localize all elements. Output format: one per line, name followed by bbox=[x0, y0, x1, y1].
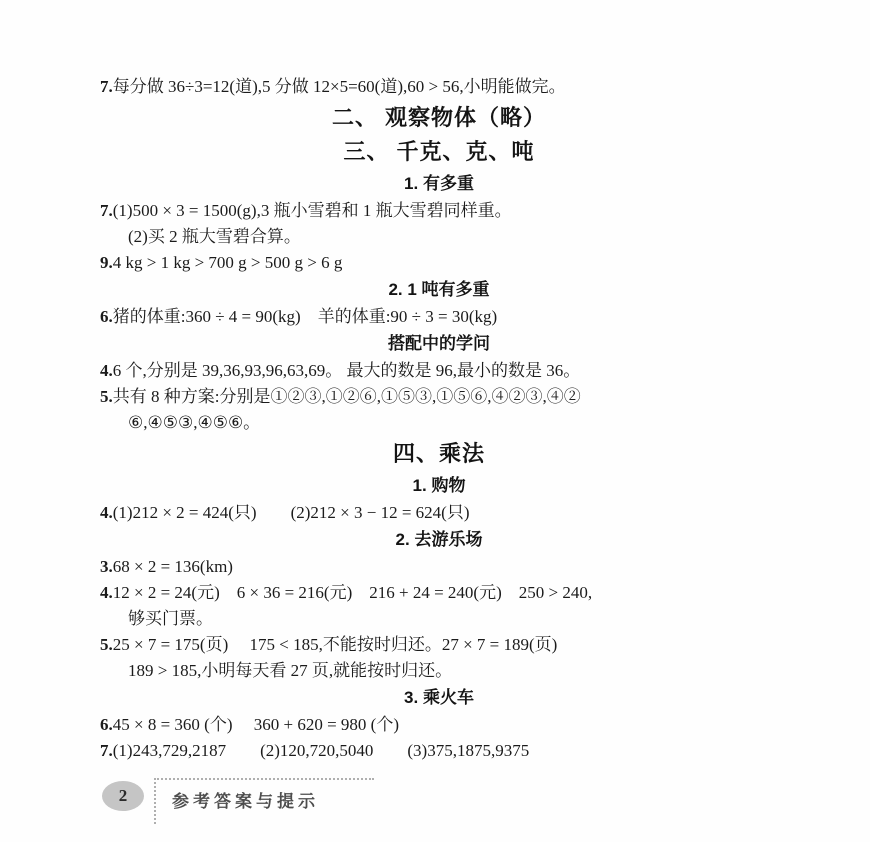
subsection-heading-text: 1. 有多重 bbox=[404, 174, 474, 193]
answer-line bbox=[100, 358, 778, 384]
subsection-heading-text: 搭配中的学问 bbox=[388, 334, 490, 353]
answer-line bbox=[100, 250, 778, 276]
answer-line bbox=[100, 554, 778, 580]
question-number: 7. bbox=[100, 77, 113, 96]
section-heading-text: 三、 千克、克、吨 bbox=[343, 139, 535, 164]
answer-text: 45 × 8 = 360 (个) 360 + 620 = 980 (个) bbox=[112, 715, 399, 734]
subsection-heading bbox=[100, 472, 778, 500]
answer-line bbox=[100, 500, 778, 526]
answer-text: (2)买 2 瓶大雪碧合算。 bbox=[128, 227, 301, 246]
subsection-heading bbox=[100, 170, 778, 198]
subsection-heading-text: 1. 购物 bbox=[412, 476, 466, 495]
section-heading-text: 二、 观察物体（略） bbox=[331, 105, 547, 130]
continuation-line bbox=[100, 658, 778, 684]
question-number: 4. bbox=[100, 361, 113, 380]
answer-line bbox=[100, 738, 778, 764]
question-number: 5. bbox=[100, 635, 113, 654]
footer-title: 参考答案与提示 bbox=[172, 792, 319, 811]
page-number: 2 bbox=[118, 786, 128, 805]
question-number: 9. bbox=[100, 253, 113, 272]
footer-title-box bbox=[154, 778, 374, 824]
answer-text: 68 × 2 = 136(km) bbox=[112, 557, 233, 576]
answer-text: (1)212 × 2 = 424(只) (2)212 × 3 − 12 = 624(只) bbox=[112, 503, 470, 522]
answer-text: 25 × 7 = 175(页) 175 < 185,不能按时归还。27 × 7 = 189(页) bbox=[112, 635, 558, 654]
answer-text: 猪的体重:360 ÷ 4 = 90(kg) 羊的体重:90 ÷ 3 = 30(kg) bbox=[112, 307, 498, 326]
continuation-line bbox=[100, 224, 778, 250]
answer-text: 够买门票。 bbox=[128, 609, 213, 628]
question-number: 5. bbox=[100, 387, 113, 406]
answer-text: 189 > 185,小明每天看 27 页,就能按时归还。 bbox=[128, 661, 453, 680]
answer-line bbox=[100, 384, 778, 410]
section-heading-text: 四、乘法 bbox=[392, 441, 485, 466]
question-number: 6. bbox=[100, 307, 113, 326]
answer-line bbox=[100, 304, 778, 330]
subsection-heading-text: 2. 去游乐场 bbox=[395, 530, 483, 549]
answers-content bbox=[100, 74, 778, 764]
answer-text: 4 kg > 1 kg > 700 g > 500 g > 6 g bbox=[112, 253, 343, 272]
subsection-heading bbox=[100, 330, 778, 358]
answer-line bbox=[100, 632, 778, 658]
question-number: 4. bbox=[100, 503, 113, 522]
answer-line bbox=[100, 198, 778, 224]
answer-text: 6 个,分别是 39,36,93,96,63,69。 最大的数是 96,最小的数是 36。 bbox=[112, 361, 581, 380]
continuation-line bbox=[100, 606, 778, 632]
answer-text: ⑥,④⑤③,④⑤⑥。 bbox=[128, 413, 261, 432]
question-number: 6. bbox=[100, 715, 113, 734]
page-footer bbox=[102, 778, 374, 824]
section-heading bbox=[100, 136, 778, 168]
question-number: 7. bbox=[100, 201, 113, 220]
subsection-heading-text: 3. 乘火车 bbox=[404, 688, 474, 707]
section-heading bbox=[100, 438, 778, 470]
continuation-line bbox=[100, 410, 778, 436]
page-number-badge bbox=[102, 781, 144, 811]
answer-line bbox=[100, 74, 778, 100]
question-number: 7. bbox=[100, 741, 113, 760]
answer-text: (1)243,729,2187 (2)120,720,5040 (3)375,1875,9375 bbox=[112, 741, 530, 760]
subsection-heading-text: 2. 1 吨有多重 bbox=[388, 280, 490, 299]
question-number: 3. bbox=[100, 557, 113, 576]
subsection-heading bbox=[100, 276, 778, 304]
answer-line bbox=[100, 580, 778, 606]
question-number: 4. bbox=[100, 583, 113, 602]
subsection-heading bbox=[100, 684, 778, 712]
section-heading bbox=[100, 102, 778, 134]
answer-text: 共有 8 种方案:分别是①②③,①②⑥,①⑤③,①⑤⑥,④②③,④② bbox=[112, 387, 581, 406]
answer-text: (1)500 × 3 = 1500(g),3 瓶小雪碧和 1 瓶大雪碧同样重。 bbox=[112, 201, 512, 220]
answer-text: 12 × 2 = 24(元) 6 × 36 = 216(元) 216 + 24 = 240(元) 250 > 240, bbox=[112, 583, 593, 602]
answer-text: 每分做 36÷3=12(道),5 分做 12×5=60(道),60 > 56,小明能做完。 bbox=[112, 77, 566, 96]
subsection-heading bbox=[100, 526, 778, 554]
answer-line bbox=[100, 712, 778, 738]
